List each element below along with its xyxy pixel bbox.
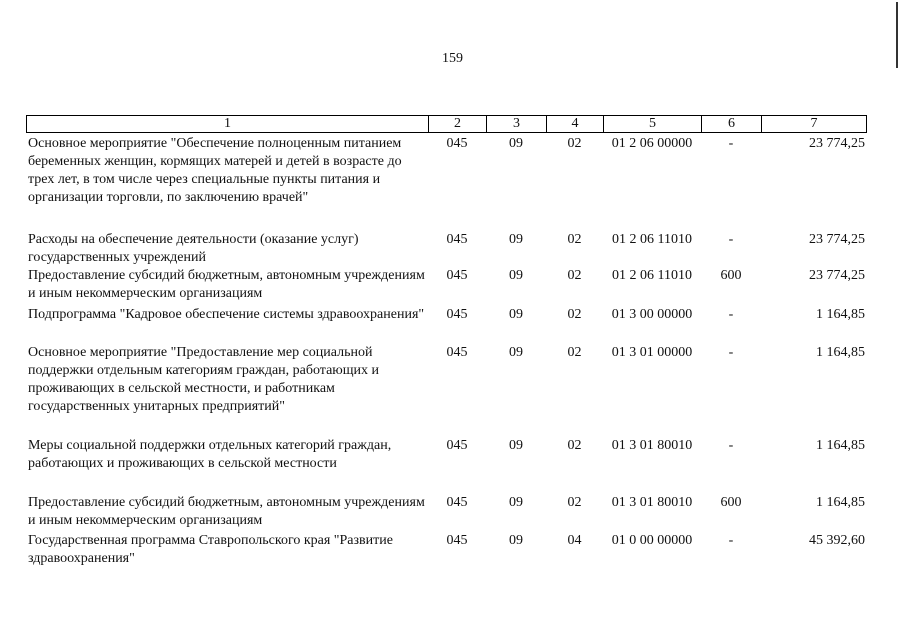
page-edge-mark xyxy=(896,2,898,68)
row-col-2: 045 xyxy=(446,345,468,360)
row-col-6: - xyxy=(728,533,734,548)
header-col-2: 2 xyxy=(429,116,487,132)
row-col-2: 045 xyxy=(446,268,468,283)
row-col-6: - xyxy=(728,438,734,453)
row-col-6: - xyxy=(728,136,734,151)
row-col-4: 02 xyxy=(567,345,582,360)
row-col-4: 02 xyxy=(567,307,582,322)
header-col-7: 7 xyxy=(810,116,818,131)
row-col-6: 600 xyxy=(720,268,742,283)
row-col-6: - xyxy=(728,307,734,322)
row-col-5: 01 3 01 00000 xyxy=(611,345,693,360)
row-col-3: 09 xyxy=(509,438,523,453)
header-col-5: 5 xyxy=(604,116,702,132)
page-number: 159 xyxy=(442,51,463,66)
row-col-2: 045 xyxy=(446,232,468,247)
header-col-3: 3 xyxy=(487,116,547,132)
row-col-7: 1 164,85 xyxy=(816,438,865,453)
row-col-5: 01 3 00 00000 xyxy=(611,307,693,322)
row-description: Предоставление субсидий бюджетным, автономным учреждениям и иным некоммерческим организациям xyxy=(28,495,425,528)
row-col-4: 02 xyxy=(567,232,582,247)
table-header xyxy=(26,115,867,133)
row-col-3: 09 xyxy=(509,232,523,247)
row-col-3: 09 xyxy=(509,495,523,510)
row-col-6: - xyxy=(728,345,734,360)
row-col-3: 09 xyxy=(509,533,523,548)
header-col-6: 6 xyxy=(702,116,762,132)
row-col-5: 01 0 00 00000 xyxy=(611,533,693,548)
row-col-4: 02 xyxy=(567,495,582,510)
row-col-2: 045 xyxy=(446,438,468,453)
row-col-5: 01 2 06 11010 xyxy=(612,232,692,247)
row-description: Расходы на обеспечение деятельности (оказание услуг) государственных учреждений xyxy=(28,232,359,265)
row-col-7: 23 774,25 xyxy=(809,268,865,283)
row-col-2: 045 xyxy=(446,307,468,322)
row-description: Подпрограмма "Кадровое обеспечение системы здравоохранения" xyxy=(28,307,425,322)
row-col-7: 23 774,25 xyxy=(809,232,865,247)
row-col-5: 01 2 06 00000 xyxy=(611,136,693,151)
row-col-3: 09 xyxy=(509,345,523,360)
row-description: Предоставление субсидий бюджетным, автономным учреждениям и иным некоммерческим организациям xyxy=(28,268,425,301)
row-description: Государственная программа Ставропольского края "Развитие здравоохранения" xyxy=(28,533,393,566)
row-description: Основное мероприятие "Обеспечение полноценным питанием беременных женщин, кормящих матерей и детей в возрасте до трех лет, в том числе через специальные пункты питания и организации торговли, по заключению врачей" xyxy=(28,136,402,205)
row-col-3: 09 xyxy=(509,307,523,322)
row-col-7: 1 164,85 xyxy=(816,345,865,360)
row-col-3: 09 xyxy=(509,136,523,151)
header-col-4: 4 xyxy=(547,116,604,132)
row-col-2: 045 xyxy=(446,136,468,151)
row-col-2: 045 xyxy=(446,495,468,510)
row-col-6: 600 xyxy=(720,495,742,510)
row-col-5: 01 3 01 80010 xyxy=(611,438,693,453)
row-col-7: 23 774,25 xyxy=(809,136,865,151)
row-col-5: 01 2 06 11010 xyxy=(612,268,692,283)
row-description: Основное мероприятие "Предоставление мер социальной поддержки отдельным категориям граждан, работающих и проживающих в сельской местности, и работникам государственных унитарных предприятий" xyxy=(28,345,380,414)
row-col-4: 04 xyxy=(567,533,582,548)
row-col-7: 1 164,85 xyxy=(816,495,865,510)
row-col-3: 09 xyxy=(509,268,523,283)
row-col-4: 02 xyxy=(567,136,582,151)
row-col-2: 045 xyxy=(446,533,468,548)
row-col-5: 01 3 01 80010 xyxy=(611,495,693,510)
row-col-4: 02 xyxy=(567,268,582,283)
row-description: Меры социальной поддержки отдельных категорий граждан, работающих и проживающих в сельской местности xyxy=(28,438,392,471)
row-col-7: 45 392,60 xyxy=(809,533,865,548)
row-col-7: 1 164,85 xyxy=(816,307,865,322)
header-col-1: 1 xyxy=(27,116,429,132)
row-col-4: 02 xyxy=(567,438,582,453)
row-col-6: - xyxy=(728,232,734,247)
